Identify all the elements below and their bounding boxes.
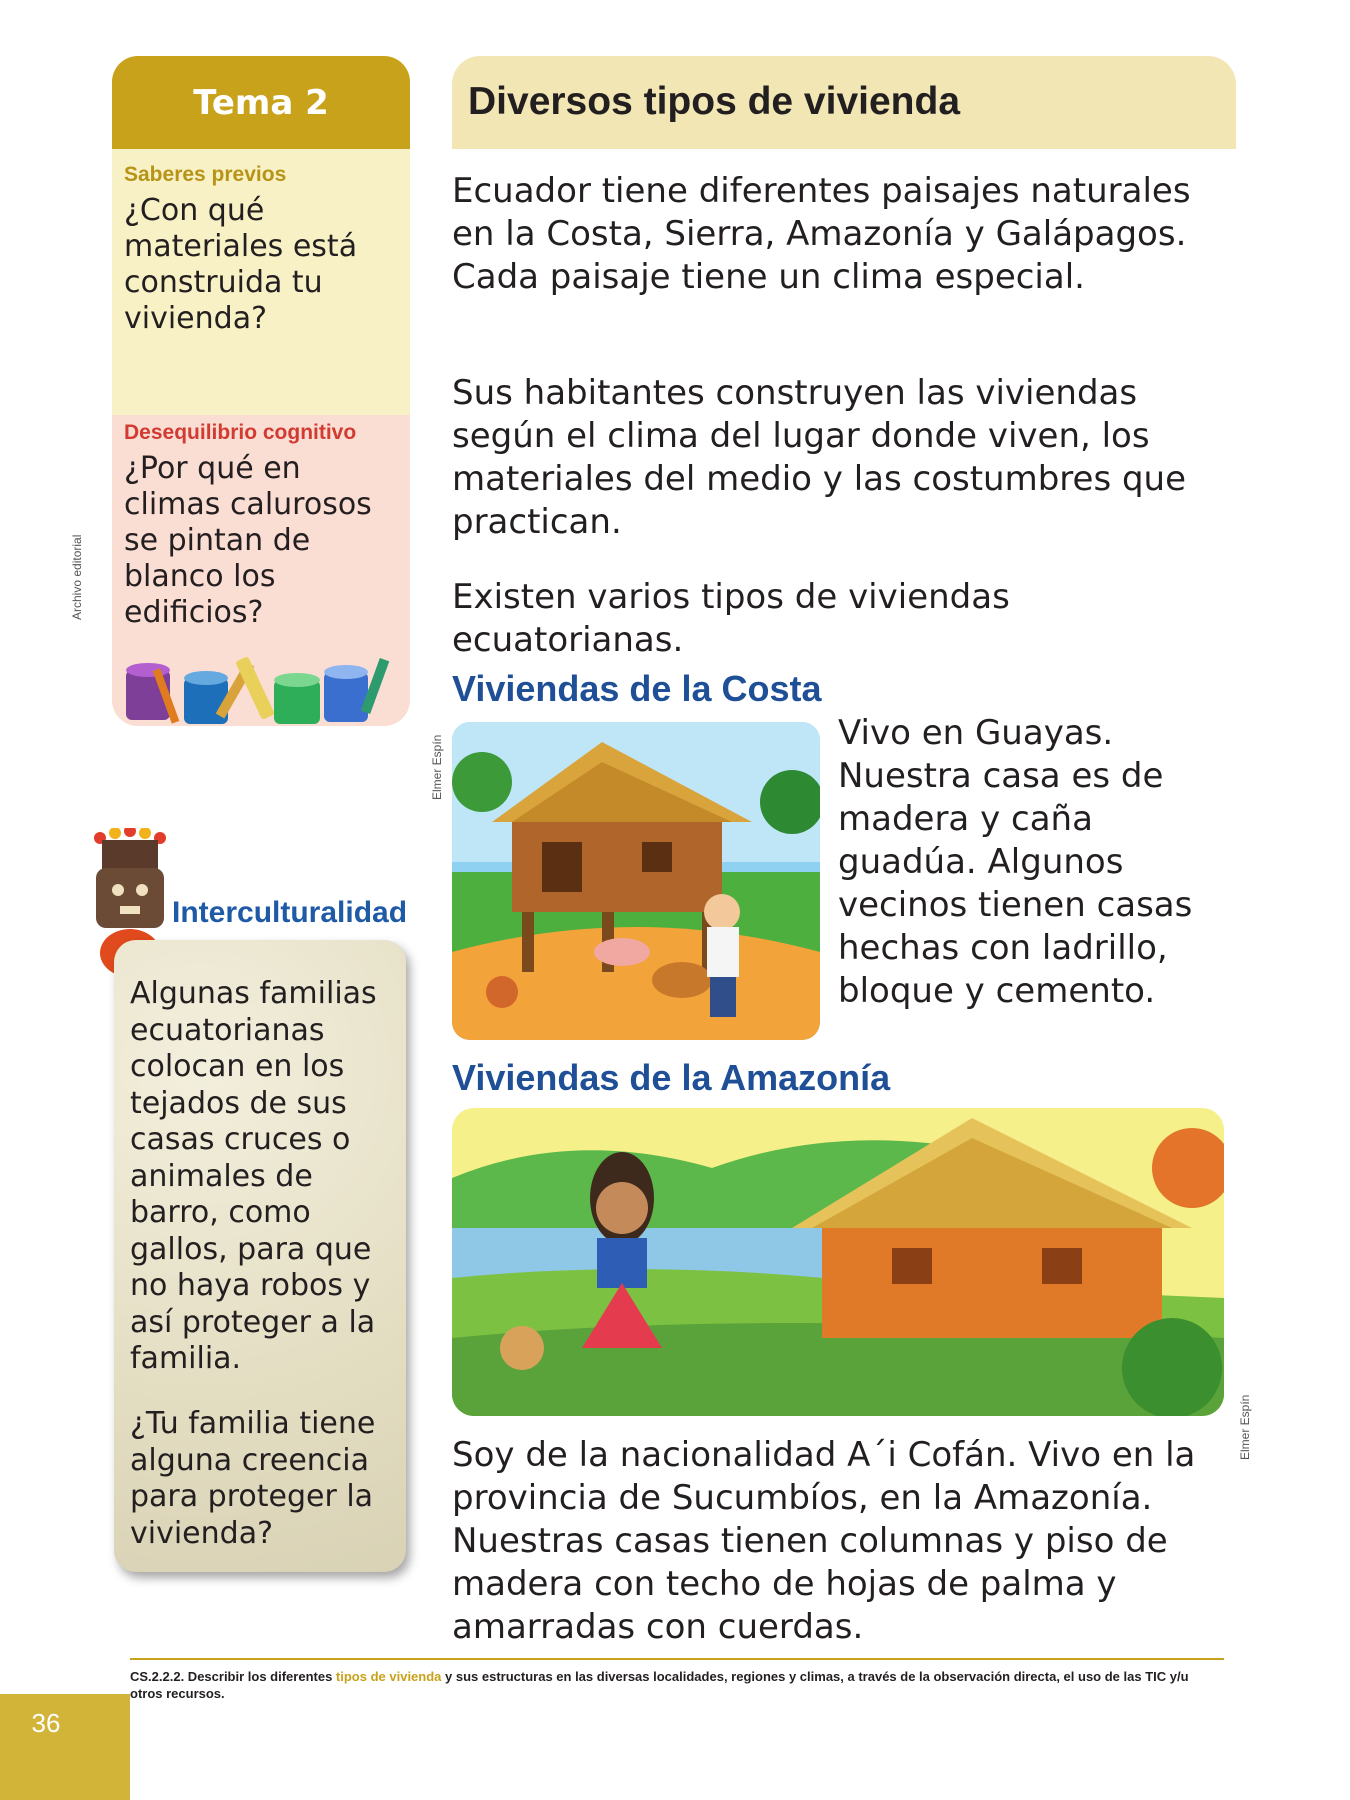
page-title: Diversos tipos de vivienda xyxy=(468,80,961,123)
costa-section-title: Viviendas de la Costa xyxy=(452,668,822,709)
footer-divider xyxy=(130,1658,1224,1660)
costa-text: Vivo en Guayas. Nuestra casa es de madera y caña guadúa. Algunos vecinos tienen casas hechas con ladrillo, bloque y cemento. xyxy=(838,713,1193,1011)
paint-supplies-icon xyxy=(124,650,394,726)
amazonia-house-illustration xyxy=(452,1108,1224,1416)
curriculum-code-start: CS.2.2.2. Describir los diferentes xyxy=(130,1669,336,1684)
paragraph-2: Sus habitantes construyen las viviendas según el clima del lugar donde viven, los materiales del medio y las costumbres que practican. xyxy=(452,373,1187,542)
curriculum-code-highlight: tipos de vivienda xyxy=(335,1669,442,1684)
interculturalidad-title: Interculturalidad xyxy=(172,896,408,929)
interculturalidad-text: Algunas familias ecuatorianas colocan en los tejados de sus casas cruces o animales de barro, como gallos, para que no haya robos y así proteger a la familia. xyxy=(130,976,377,1376)
paragraph-1: Ecuador tiene diferentes paisajes naturales en la Costa, Sierra, Amazonía y Galápagos. Cada paisaje tiene un clima especial. xyxy=(452,171,1191,297)
saberes-previos-section xyxy=(112,149,410,415)
curriculum-code-end: y sus estructuras en las diversas localidades, regiones y climas, a través de la observación directa, el uso de las TIC y/u otros recursos. xyxy=(130,1669,1189,1701)
desequilibrio-text: ¿Por qué en climas calurosos se pintan de blanco los edificios? xyxy=(124,451,372,630)
credit-archivo-editorial: Archivo editorial xyxy=(70,534,84,620)
page-number: 36 xyxy=(31,1708,61,1738)
amazonia-section-title: Viviendas de la Amazonía xyxy=(452,1057,891,1098)
interculturalidad-question: ¿Tu familia tiene alguna creencia para proteger la vivienda? xyxy=(130,1406,376,1551)
paragraph-3: Existen varios tipos de viviendas ecuatorianas. xyxy=(452,577,1010,660)
curriculum-code-text xyxy=(130,1668,1224,1702)
main-title-bar xyxy=(452,56,1236,149)
amazonia-text: Soy de la nacionalidad A´i Cofán. Vivo en la provincia de Sucumbíos, en la Amazonía. Nuestras casas tienen columnas y piso de madera con techo de hojas de palma y amarradas con cuerdas. xyxy=(452,1435,1196,1647)
saberes-previos-text: ¿Con qué materiales está construida tu vivienda? xyxy=(124,193,358,336)
costa-house-illustration xyxy=(452,722,820,1040)
credit-illustration-amazonia: Elmer Espín xyxy=(1238,1394,1252,1460)
desequilibrio-section xyxy=(112,415,410,726)
tema-box xyxy=(112,56,410,726)
interculturalidad-box xyxy=(114,940,406,1572)
tema-header: Tema 2 xyxy=(112,56,410,149)
desequilibrio-label: Desequilibrio cognitivo xyxy=(124,421,357,444)
saberes-previos-label: Saberes previos xyxy=(124,163,287,186)
page-number-tab xyxy=(0,1694,130,1800)
credit-illustration-costa: Elmer Espín xyxy=(430,734,444,800)
